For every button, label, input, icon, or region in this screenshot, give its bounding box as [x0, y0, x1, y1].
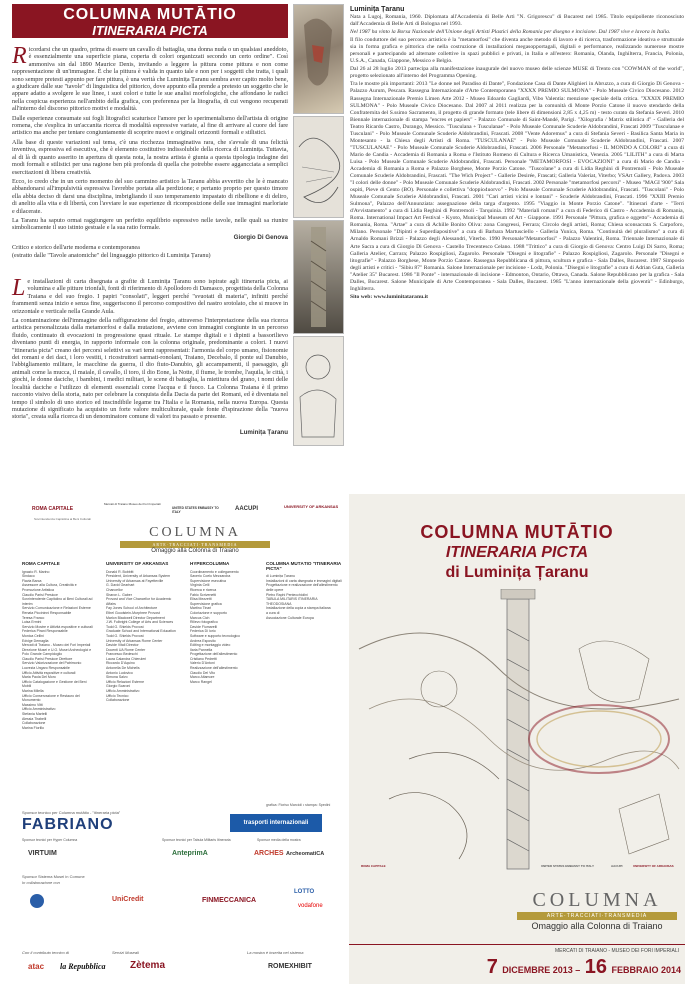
- essay-signature: Giorgio Di Genova: [233, 233, 288, 241]
- credit-line: Graduate School and International Education: [106, 629, 176, 634]
- credit-line: Ufficio Amministrativo: [106, 689, 140, 694]
- date-start-day: 7: [486, 956, 498, 978]
- credit-line: Massimo Vitti: [22, 702, 43, 707]
- credits-title: UNIVERSITY OF ARKANSAS: [106, 562, 169, 566]
- credit-line: Marina Fiorillo: [22, 725, 44, 730]
- date-end-day: 16: [584, 956, 608, 978]
- website-link[interactable]: Sito web: www.luminitataranu.it: [350, 293, 429, 300]
- bio-paragraph: Dal 26 al 28 luglio 2013 partecipa alla manifestazione inaugurale del nuovo museo delle scienze MUSE di Trento con "COWMAN of the world", progetto selezionato all'interno del Programma Opening.: [350, 66, 684, 80]
- bio-title: Luminița Țaranu: [350, 6, 405, 13]
- archeomatica-logo: ArcheomatiCA: [286, 851, 325, 857]
- credit-line: Realizzazione dell'allestimento: [190, 666, 238, 671]
- credit-line: Ricerca e ricerca: [190, 587, 217, 592]
- credit-line: Todd G. Shields Provost: [106, 624, 144, 629]
- sponsor-label: Sponsor media della mostra: [257, 838, 301, 842]
- credit-line: Marco Rangel: [190, 679, 212, 684]
- columna-brand: COLUMNA: [149, 525, 241, 540]
- credit-line: Coloriazione e supporto: [190, 610, 227, 615]
- poster-brand-sub: ARTE·TRACCIATI·TRANSMEDIA: [517, 912, 677, 920]
- credit-line: TABULA MILITARIS ITINERARIA THEODOSIANA: [266, 597, 318, 606]
- credit-line: G. David Gearhart: [106, 583, 135, 588]
- essay-paragraph: Dalle esperienze consumate sui fogli litografici scaturisce l'amore per lo sperimentalismo dell'artista di origine romena, che s'esplica in un'accanita ricerca di modalità espressive variate, al fine di arrivare al cuore del fare artistico ma anche per tentare congiuntamente di scoprire nuovi e originali orizzonti formali e stilistici.: [12, 114, 288, 137]
- credit-line: Editing e montaggio video: [190, 643, 231, 648]
- poster-divider: [349, 944, 685, 945]
- credit-line: Saverio Coelo Mezzaroba: [190, 574, 231, 579]
- credit-line: Claudio Parisi Presicce Direttore: [22, 656, 73, 661]
- credit-line: Direzione Musei e U.O. Musei Archeologici e Polo Grande Campidoglio: [22, 647, 92, 657]
- credit-line: Todd G. Shields Provost: [106, 633, 144, 638]
- drawing-icon: [294, 337, 343, 445]
- essay-paragraph: Alla base di queste variazioni sul tema, c'è una ricchezza immaginativa rara, che s'avvale di una felicità inventiva, espressiva ed esecutiva, che è elemento costitutivo indissolubile della ricerca di Luminița. Tuttavia, al di là di quanto asserito in apertura di questa nota, la nostra artista è giunta a questa tipologia indagine dei modi formali e stilistici per una ragione ben più profonda di quella che potrebbe essere aggancciata a semplici esercitazioni di libera creatività.: [12, 138, 288, 176]
- artwork-image-2: [293, 116, 344, 218]
- credit-line: Edvige Demaglia: [22, 638, 49, 643]
- bio-paragraph: Nel 1987 ha vinto la Borsa Nazionale dell'Unione degli Artisti Plastici della Romania per disegno e incisione. Dal 1987 vive e lavora in Italia.: [350, 29, 671, 36]
- credit-line: Stefania Martelli: [22, 712, 48, 716]
- artwork-image-1: [293, 4, 344, 114]
- credit-line: Elisa Mezzetti: [190, 597, 212, 602]
- print-credit: grafica: Fioriso Marcioli • stampa: Spedini: [266, 803, 331, 807]
- artwork-image-3: [293, 220, 344, 334]
- credits-title: COLUMNA MUTĀTIO "ITINERARIA PICTA": [266, 562, 342, 571]
- credit-line: Renata Piccininni Responsabile: [22, 610, 72, 615]
- credit-line: Laura Calandra Chieruleri: [106, 656, 147, 661]
- credit-line: Sindaco: [22, 574, 35, 579]
- sponsor-label: Sponsor tecnici per Hyper Columna: [22, 838, 78, 842]
- roma-capitale-logo: ROMA CAPITALE: [32, 506, 74, 512]
- credit-line: Sharon L. Gaber: [106, 592, 132, 597]
- sponsor-label: Servizi Museali: [112, 950, 139, 955]
- poster-logo-embassy: UNITED STATES EMBASSY TO ITALY: [541, 864, 594, 868]
- credit-line: Simona Salvo: [106, 675, 128, 680]
- credit-line: Servizio Valorizzazione del Patrimonio: [22, 661, 82, 666]
- credit-line: Fay Jones School of Architecture: [106, 606, 158, 611]
- credit-line: Martino Tinari: [190, 606, 212, 611]
- biography: [350, 6, 684, 302]
- trasporti-logo: trasporti internazionali: [230, 814, 322, 832]
- aacupi-logo: AACUPI: [235, 506, 259, 512]
- vodafone-logo: vodafone: [298, 903, 323, 909]
- date-start-month: DICEMBRE 2013 –: [502, 965, 581, 975]
- page-subtitle: ITINERARIA PICTA: [92, 23, 208, 38]
- credit-line: Installazioni di carta disegnata e immagini digitali: [266, 578, 342, 583]
- credit-line: a cura di: [266, 610, 280, 615]
- credit-line: Andrea Esposito: [190, 638, 216, 643]
- essay-paragraph: Ecco, io credo che in un certo momento del suo cammino artistico la Taranu abbia avvertito che le è mancato abbandonarsi all'impulsività espressiva l'avrebbe portata alla perdizione; e pertanto proprio per questo timore ella abbia deciso di darsi una disciplina, imbrigliando il suo temperamento impastato di ribellione e di deliro, di anelito alla vita e di libertà, con l'avviare le sue esperienze di ricomposizione delle sue immagini marloriate e dilacerate.: [12, 177, 288, 215]
- drop-cap: L: [12, 275, 26, 301]
- columna-logo: [120, 525, 270, 554]
- credits-roma: [22, 562, 96, 802]
- credit-line: University of Arkansas at Fayetteville: [106, 578, 164, 583]
- credits-arkansas: [106, 562, 180, 802]
- poster-subtitle: ITINERARIA PICTA: [445, 544, 589, 561]
- credits-hypercolumna: [190, 562, 260, 802]
- credit-line: Flavia Barca: [22, 578, 42, 583]
- poster-title: COLUMNA MUTĀTIO: [420, 522, 614, 542]
- credit-line: Servizio Comunicazione e Relazioni Esterne: [22, 606, 91, 611]
- credit-line: Valerio D'Antoni: [190, 661, 215, 666]
- credit-line: Giorgio Scaroni: [106, 684, 131, 689]
- sponsor-label: Sponsor tecnici per Tabula Militaris Itineraria: [162, 838, 231, 842]
- credit-line: Antonella De Michelis: [106, 666, 140, 671]
- credit-line: Monica Cellini: [22, 633, 44, 638]
- credit-line: Marco Altamore: [190, 675, 215, 680]
- unicredit-logo: UniCredit: [112, 896, 144, 903]
- credits-columna: [266, 562, 342, 712]
- credit-line: Installazione della copia a stampa italiana: [266, 606, 331, 611]
- credit-line: Antonio Ludovico: [106, 670, 133, 675]
- credit-line: J.W. Fulbright College of Arts and Sciences: [106, 620, 174, 625]
- essay-artist: [12, 275, 288, 436]
- essay-note: Critico e storico dell'arte moderna e contemporanea (estratto dalle "Tavole anatomiche" del linguaggio pittorico di Luminița Țaranu): [12, 244, 211, 259]
- credits-title: ROMA CAPITALE: [22, 562, 60, 566]
- bank-logo-icon: [30, 894, 44, 908]
- credits-title: HYPERCOLUMNA: [190, 562, 230, 566]
- credit-line: Collaborazione: [106, 698, 130, 703]
- credit-line: Marcus Cich: [190, 615, 210, 620]
- zetema-logo: Zètema: [130, 960, 166, 971]
- credit-line: Coordinamento e collegamento: [190, 569, 239, 574]
- sponsors-area: [22, 810, 342, 985]
- credit-line: Lucrezia Ungaro Responsabile: [22, 666, 70, 671]
- credit-line: Chancellor: [106, 587, 123, 592]
- sponsor-label: Con il contributo tecnico di: [22, 950, 69, 955]
- credit-line: Collaborazione: [22, 721, 46, 726]
- embassy-logo: UNITED STATES EMBASSY TO ITALY: [172, 506, 219, 514]
- credit-line: Ufficio Catalogazione e Gestione dei Beni Mobili: [22, 679, 87, 689]
- credit-line: Ufficio Tecnico: [106, 693, 129, 698]
- credit-line: Software e supporto tecnologico: [190, 633, 241, 638]
- bio-paragraph: Tra le mostre più importanti: 2013 "Le donne nel Paradiso di Dante", Fondazione Casa di Dante Alighieri in Abruzzo, a cura di Giorgio Di Genova - Palazzo Aurum, Pescara. Rassegna Internazionale d'Arte Contemporanea "XXXX PREMIO SULMONA" - Polo Museale Civico Diocesano. 2012 Rassegna Internazionale Premio Limen Arte 2012 - Museo Edoardo Gagliardi, Vibo Valentia: menzione speciale della critica. "XXXIX PREMIO SULMONA" - Polo Museale Civico Diocesano. Dal 2007 al 2011 realizza per la comunità di Monte Porzio Catone il nuovo stendardo della Confraternita del S.ssimo Sacramento, il progetto di grande formato (tele libere di dimensioni 2,85 x 4,25 m) - testo curato da Stefania Severi. 2010 Biennale internazionale di stampa "encres et papiers" - Palazzo Comunale di Saint-Mandé, Parigi. "Xilografia / Matrix stilistica 4" - Galleria del Teatro Ricardo Castro, Durango, Messico. "Tusculana + Tusculanae" - Polo Museale Comunale Scuderie Aldobrandini, Frascati 2009 "Tusculanae e Tusculani" - Polo Museale Comunale Scuderie Aldobrandini, Frascati. 2008 "Vente Adoremus" a cura di Stefania Severi - Basilica Santa Maria in Montesanto - la Chiesa degli Artisti di Roma. "TUSCULANAE" - Polo Museale Comunale Scuderie Aldobrandini, Frascati. 2007 "TUSCULANAE" - Polo Museale Comunale Scuderie Aldobrandini, Frascati. 2006 Personale "Metamorfosi - IL MONDO A COLORI" a cura di Mario de Candia - Accademia di Romania a Roma e l'Istituto Romeno di Cultura e Ricerca Umanistica, Venezia. 2005 "LILITH" a cura di Marta Luisa - Polo Museale Comunale Scuderie Aldobrandini, Frascati. Personale "METAMORFOSI - EVOCAZIONI" a cura di Mario de Candia - Accademia di Romania a Roma e Palazzo Borghese, Monte Porzio Catone. "Tuscolane" a cura di Lidia Reghini di Pontremoli - Polo Museale Comunale Scuderie Aldobrandini, Frascati. "The Wich Project" - Gallerie Desirée, Frascati; Galleria Valeriat, Viterbo; VSArt Gallery, Padova. 2003 "I colori delle donne" - Polo Museale Comunale Scuderie Aldobrandini, Frascati. 2002 Personale "metamorfosi percorsi" - Museo "MAGI '900" Sala ospiti, Pieve di Cento (BO). Personale e collettiva "doppio4uorvo" - Polo Museale Comunale Scuderie Aldobrandini, Frascati. "Tuscolani" - Polo Museale Comunale Scuderie Aldobrandini, Frascati. 2001 "Cari artisti vicini e lontani" - Scuderie Aldobrandini, Frascati. 1996 "XXIII Premio Sulmona", Palazzo dell'Annunziata: assegnazione della targa d'argento. 1995 "Viaggio in Monte Porzio Catone". "Itinerari d'arte - "Terri d'Avvistamento" a cura di Lidia Reghini di Pontremoli - Tarquinia. 1992 "Materiali romani" a cura di Federico di Castro - Accademia di Romania, Roma. International Impact Art Festival - Kyoto, Municipal Museum of Art - Giappone. 1991 Personale "Pittura, grafica e oggetto"- Accademia di Romania, Roma. "Artae" a cura di Achille Bonito Oliva: zona Congressi, Ferrara; Circolo degli artisti, Roma; Chiesa sconsacrata S. Carpoforo, Milano. Personale "Dipinti e Superdiapositive" a cura di Barbara Martusciello - Galleria Yunica, Roma. "Continuità del pluralismo" a cura di Arnaldo Romani Brizzi - Palazzo degli Alessandri, Viterbo. 1990 Personale"Metamorfosi" - Palazzo Valentini, Roma. Triennale Internazionale di Arte Sacra a cura di Giorgio Di Genova - Castello Trecentesco Celano. 1988 "Trittico" a cura di Giorgio di Genova: Centro Luigi Di Sarro, Roma; Galleria Atelier, Carrara; Palazzo Rospigliosi, Zagarolo. Personale "Disegni e litografie" - Palazzo Rospigliosi, Zagarolo. Personale "Disegni e litografie" - Palazzo Borghese, Monte Porzio Catone. Rassegna Repubblicana di pittura, scultura e grafica - Sala Dalles, Bucarest. 1987 Simposio degli artisti e critici - "Sibiu 87" Romania. Salone Internazionale per incisione - Lodz, Polonia. "Disegni e litografie" a cura di Adrian Guta, Galleria "Atelier 35" Bucarest. 1986 "Il Ponte" - internazionale di incisione - Edmonton, Ontario, Ottawa, Canada. Salone Repubblicano per la grafica - Sala Dalles, Bucarest. Salone Municipale di Arte Contemporanea - Sala Dalles, Bucarest. 1985 "L'anno internazionale della gioventù" - Edinburgo, Inghilterra.: [350, 81, 684, 292]
- bio-paragraph: Nata a Lugoj, Romania, 1960. Diplomata all'Accademia di Belle Arti "N. Grigorescu" di Bucarest nel 1985. Titolo equipollente riconosciuto dall'Accademia di Belle Arti di Bologna nel 1993.: [350, 14, 684, 28]
- credit-line: Marina Milella: [22, 689, 44, 694]
- credit-line: Fabio Scrivenetti: [190, 592, 217, 597]
- arches-logo: ARCHES: [254, 850, 284, 857]
- credit-line: Pietro Raphi Pentecchiolini: [266, 592, 308, 597]
- exhibition-poster: [349, 494, 685, 984]
- sketch-icon: [294, 117, 343, 217]
- credit-line: Sovrintendente Capitolino ai Beni Culturali ad interim: [22, 597, 93, 606]
- credit-line: Supervisione esecutiva: [190, 578, 226, 583]
- poster-artist: di Luminița Țaranu: [445, 564, 589, 581]
- finmeccanica-logo: FINMECCANICA: [202, 897, 257, 904]
- credit-line: Francesco Bedeschi: [106, 652, 138, 657]
- romexhibit-logo: ROMEXHIBIT: [268, 963, 312, 970]
- credit-line: Davide Fiumarelli: [190, 624, 218, 629]
- anteprima-logo: AnteprimA: [172, 850, 208, 857]
- title-banner: [12, 4, 288, 38]
- arkansas-logo: UNIVERSITY OF ARKANSAS: [284, 504, 339, 509]
- poster-brand-name: COLUMNA: [532, 889, 662, 911]
- credit-line: Alessia Tirabelli: [22, 716, 47, 721]
- credit-line: Progettazione e realizzazione dell'allestimento delle opere: [266, 583, 338, 592]
- credit-line: Claudio Parisi Presicce: [22, 592, 58, 597]
- sponsor-label: In collaborazione con: [22, 880, 60, 885]
- credit-line: Teresa Franco: [22, 615, 45, 620]
- essay-signature: Luminița Țaranu: [239, 428, 288, 436]
- credit-line: Federica Di Iorio: [190, 629, 216, 634]
- credit-line: Cristiano Pedretti: [190, 656, 217, 661]
- poster-logo-strip: [361, 864, 677, 874]
- credit-line: Provost and Vice Chancellor for Academic Affairs: [106, 597, 172, 606]
- essay-paragraph: icordarsi che un quadro, prima di essere un cavallo di battaglia, una donna nuda o un qualsiasi aneddoto, è essenzialmente una superficie piana, coperta di colori organizzati secondo un certo ordine". Così ammoniva sin dal 1890 Maurice Denis, invitando a leggere la pittura come pittura e non come rappresentazione di un'immagine. È che la pittura è valida in quanto tale e non per i soggetti che tratta, i quali sono sempre pretesti appunto per fare pittura, è una verità che Luminița Țaranu sembra aver capito molto bene, a giudicare dalle sue "tavole" di linguistica del pittorico, dove appunto ella prende a pretesto un soggetto che le appare adatto a svolgere le sue linee, i suoi colori e tutte le sue analisi morfologiche, che affondano le radici nella cospicua esperienza nell'ambito della grafica, con preferenza per la litografia, di cui vengono recuperati all'interno del discorso pittorico motivi e modalità.: [12, 46, 288, 113]
- sponsor-label: Sponsor Sistema Musei in Comune: [22, 874, 85, 879]
- credit-line: Ilaria Pannella: [190, 647, 213, 652]
- credit-line: Marlon Blackwell Director Department: [106, 615, 165, 620]
- essay-giorgio: [12, 43, 288, 261]
- credit-line: Ufficio Relazioni Esterne: [106, 679, 145, 684]
- sovrintendenza-label: Sovrintendenza Capitolina ai Beni Culturali: [34, 517, 91, 521]
- credit-line: Ufficio Conservazione e Restauro del Monumento: [22, 693, 80, 703]
- poster-dates: [349, 956, 681, 979]
- bio-paragraph: Il filo conduttore del suo percorso artistico è la "metamorfosi" che diventa anche metodo di lavoro e di ricerca, trasformazione ideativa e strutturale sia in forma grafica e pittorica che nella costruzione di installazioni megasopportagali, digitali e performance, realizzando numerose mostre personali e partecipando ad alternate collettive in spazi pubblici e privati, in Italia e all'estero: Romania, Olanda, Inghilterra, Francia, Polonia, U.S.A., Canada, Giappone, Messico e Belgio.: [350, 37, 684, 65]
- credit-line: Supervisione grafica: [190, 601, 222, 606]
- poster-venue: MERCATI DI TRAIANO - MUSEO DEI FORI IMPERIALI: [555, 948, 679, 954]
- credit-line: Maria Paola Del Moro: [22, 675, 56, 680]
- credit-line: Ufficio Amministrativo: [22, 707, 56, 712]
- repubblica-logo: la Repubblica: [60, 962, 106, 971]
- column-relief-icon: [294, 221, 343, 333]
- poster-logo-arkansas: UNIVERSITY OF ARKANSAS: [633, 864, 674, 868]
- credit-line: President, University of Arkansas System: [106, 574, 170, 579]
- credit-line: Ignazio R. Marino: [22, 569, 50, 574]
- credit-line: Virginia Celli: [190, 583, 210, 588]
- lotto-logo: LOTTO: [294, 889, 315, 895]
- credit-line: Docenti UA Rome Center: [106, 647, 146, 652]
- credit-line: University of Arkansas Rome Center: [106, 638, 163, 643]
- columna-sub: ARTE·TRACCIATI·TRANSMEDIA: [120, 541, 270, 548]
- poster-logo-aacupi: AACUPI: [611, 864, 623, 868]
- credit-line: Assessore alla Cultura, Creatività e Promozione Artistica: [22, 583, 77, 592]
- credit-line: Federica Pirani Responsabile: [22, 629, 68, 634]
- sponsor-label: Sponsor tecnico per Columna mutātio - "itineraria picta": [22, 810, 121, 815]
- credit-line: Claudio Del Vito: [190, 670, 216, 675]
- poster-logo-roma: ROMA CAPITALE: [361, 864, 386, 868]
- credit-line: Luisa Ermini: [22, 620, 42, 625]
- credit-line: di Luminița Țaranu: [266, 574, 295, 579]
- virtuim-logo: VIRTUIM: [28, 850, 57, 857]
- credit-line: Rilievo fotografico: [190, 620, 218, 625]
- essay-paragraph: La contaminazione dell'immagine della raffigurazione del fregio, attraverso l'interpretazione della sua ricerca artistica personalizzata dalla metamorfosi e dalla mutazione, avviene con immagini congiunte in un percorso fluido, continuato di evocazioni in progressione quasi rituale. Le stampe digitali e i dipinti a bassorilievo diventano punti di energia, in rapporto informale con la colonna originale, predominante a colori. I nuovi "itineraria picta" creano dei percorsi selettivi su vari temi rappresentati: l'armonia del corpo umano, fisionomie dei romani e dei daci, i loro vestiti, i ricostruttori sarmati-ronolani, Traiano, Decebalo, il ponte sul Danubio, l'abbigliamento militare, le macchine da guerra, il dio fiuto-Danubio, gli accampamenti, il paesaggio, gli animali come la mucca, il maiale, il cavallo, il toro, il dio Eone, la Notte, il fiume, le trombe, l'aquila, le città, i giochi, le donne daciche, i bambini, i medici militari, le scene di battaglia, la mietitura del grano, i nomi delle località daciche e l'utilizzo di elementi essenziali come l'acqua e il fuoco. La Colonna Traiana è il primo racconto visivo della storia, nato per celebrare la conquista della Dacia da parte dei Romani, ed è diventata nel tempo il simbolo di uno storico ed inscindibile legame tra l'Italia e la Romania, nella nuova Europa. Questa mutazione di significato ha acquisito un forte valore multiculturale, quale fonte d'ispirazione della "nuova storia", creata sulla ricerca di un denominatore comune di valori tra passato e presente.: [12, 317, 288, 421]
- credit-line: Mercati di Traiano - Museo dei Fori Imperiali: [22, 643, 91, 648]
- fabriano-logo: FABRIANO: [22, 816, 114, 833]
- columna-tagline: Omaggio alla Colonna di Traiano: [151, 548, 239, 554]
- essay-paragraph: La Taranu ha saputo ormai raggiungere un perfetto equilibrio espressivo nelle tavole, nelle quali sa riunire simbolicamente il suo istinto gestuale e la sua ratio formale.: [12, 216, 288, 232]
- credit-line: Donald R. Bobbitt: [106, 569, 134, 574]
- poster-brand: [517, 889, 677, 931]
- credit-line: Ufficio Attività espositive e culturali: [22, 670, 76, 675]
- atac-logo: atac: [28, 962, 45, 971]
- credit-line: Ethel Goodstein-Murphree Provost: [106, 610, 160, 615]
- poster-tagline: Omaggio alla Colonna di Traiano: [531, 921, 663, 931]
- credit-line: Servizio Mostre e Attività espositive e culturali: [22, 624, 93, 629]
- artwork-figure-icon: [294, 5, 343, 113]
- credit-line: Riccardo D'Aquino: [106, 661, 135, 666]
- date-end-month: FEBBRAIO 2014: [611, 965, 681, 975]
- credit-line: Progettazione dell'allestimento: [190, 652, 238, 657]
- page-title: COLUMNA MUTĀTIO: [63, 6, 237, 23]
- sponsor-label: La mostra è inserita nel sistema: [247, 950, 304, 955]
- musei-logo: Mercati di Traiano Museo dei Fori Imperiali: [104, 502, 161, 506]
- essay-paragraph: e installazioni di carta disegnata a grafite di Luminița Țaranu sono ispirate agli itineraria picta, ai volumina e alle pitture trionfali, fonti di riferimento di Apollodoro di Damasco, progettista della Colonna Traiana e del suo fregio. I papiri "consolati", leggeri perché "svuotati di materia", infiniti perché frammenti senza inizio e senza fine, suggeriscono il percorso compositivo del nastro srotolato, che si muove in orizzontale e verticale nella Grande Aula.: [12, 278, 288, 315]
- column-drawing-icon: [349, 589, 685, 879]
- drop-cap: R: [12, 43, 27, 69]
- artwork-image-4: [293, 336, 344, 446]
- credit-line: Davide Vitali Director: [106, 643, 139, 648]
- credit-line: Associazione Culturale Europa: [266, 615, 314, 620]
